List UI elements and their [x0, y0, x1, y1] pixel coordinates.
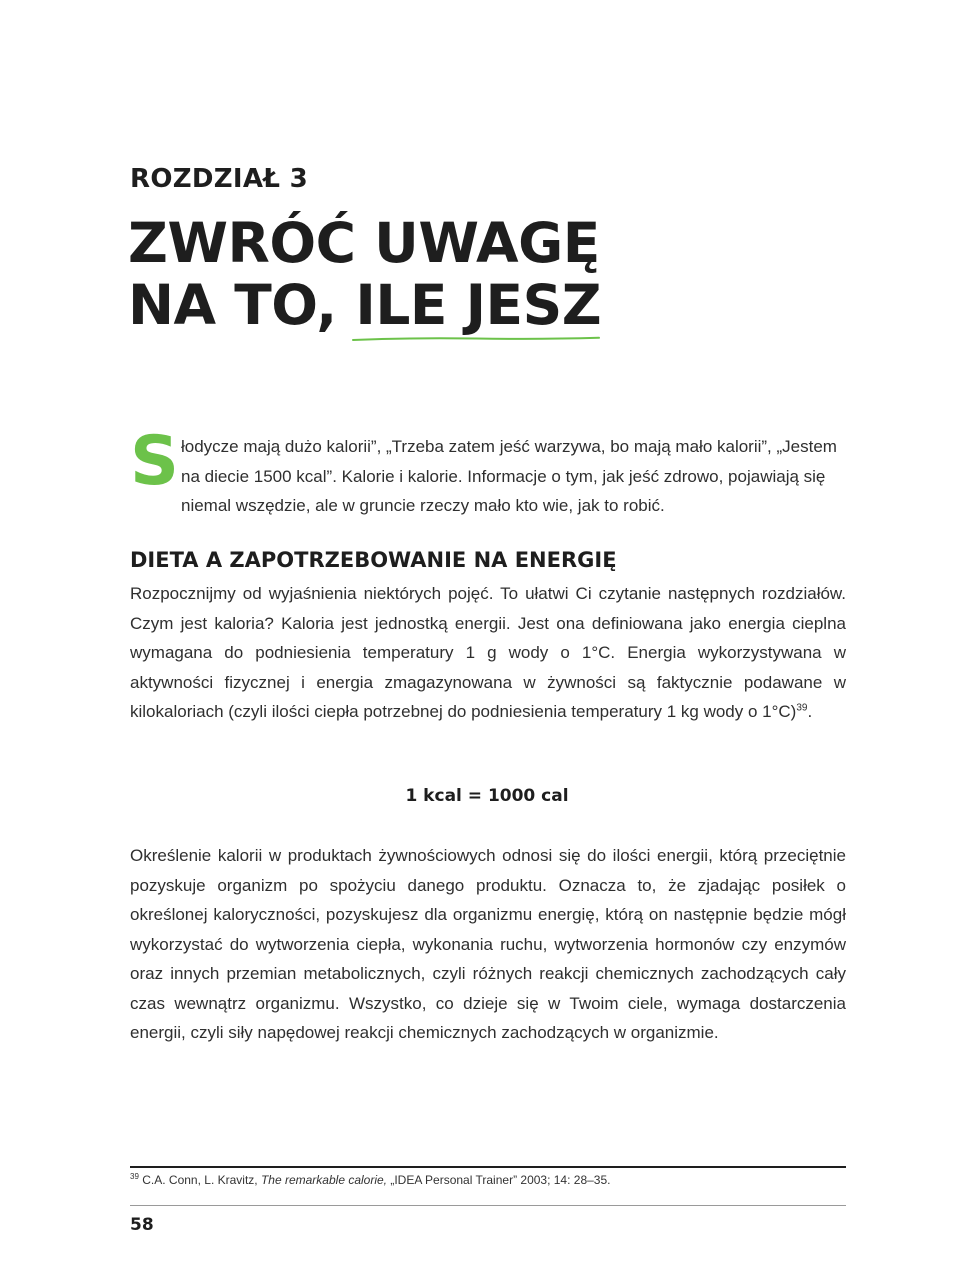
footnote-number: 39	[130, 1172, 139, 1181]
section-heading: DIETA A ZAPOTRZEBOWANIE NA ENERGIĘ	[130, 548, 617, 572]
paragraph-1-text: Rozpocznijmy od wyjaśnienia niektórych pojęć. To ułatwi Ci czytanie następnych rozdziałów. Czym jest kaloria? Kaloria jest jednostką energii. Jest ona definiowana jako energia cieplna wymagana do podniesienia temperatury 1 g wody o 1°C. Energia wykorzystywana w aktywności fizycznej i energia zmagazynowana w żywności są faktycznie podawane w kilokaloriach (czyli ilości ciepła potrzebnej do podniesienia temperatury 1 kg wody o 1°C)	[130, 584, 846, 721]
page-number: 58	[130, 1215, 154, 1235]
chapter-label: ROZDZIAŁ 3	[130, 164, 309, 194]
footnote-source: „IDEA Personal Trainer” 2003; 14: 28–35.	[387, 1173, 611, 1187]
title-highlight	[355, 274, 601, 336]
footnote-authors: C.A. Conn, L. Kravitz,	[138, 1173, 261, 1187]
underline-brush-stroke	[351, 334, 601, 344]
footnote-title: The remarkable calorie,	[260, 1173, 388, 1187]
title-line-2-prefix: NA TO,	[128, 273, 356, 337]
title-line-2	[128, 274, 601, 336]
page-divider	[130, 1205, 846, 1206]
title-highlight-text: ILE JESZ	[355, 273, 602, 337]
footnote	[130, 1172, 610, 1187]
body-paragraph-1	[130, 579, 846, 727]
intro-text: łodycze mają dużo kalorii”, „Trzeba zatem jeść warzywa, bo mają mało kalorii”, „Jestem na diecie 1500 kcal”. Kalorie i kalorie. Informacje o tym, jak jeść zdrowo, pojawiają się niemal wszędzie, ale w gruncie rzeczy mało kto wie, jak to robić.	[180, 437, 837, 515]
body-paragraph-2: Określenie kalorii w produktach żywnościowych odnosi się do ilości energii, którą przeciętnie pozyskuje organizm po spożyciu danego produktu. Oznacza to, że zjadając posiłek o określonej kaloryczności, pozyskujesz dla organizmu energię, którą on następnie będzie mógł wykorzystać do wytworzenia ciepła, wykonania ruchu, wytworzenia hormonów czy enzymów oraz innych przemian metabolicznych, czyli różnych reakcji chemicznych zachodzących cały czas wewnątrz organizmu. Wszystko, co dzieje się w Twoim ciele, wymaga dostarczenia energii, czyli siły napędowej reakcji chemicznych zachodzących w organizmie.	[130, 846, 846, 1042]
footnote-reference[interactable]: 39	[796, 702, 808, 714]
formula: 1 kcal = 1000 cal	[405, 786, 569, 806]
paragraph-1-end: .	[807, 702, 813, 721]
footnote-divider	[130, 1166, 846, 1168]
intro-paragraph	[130, 422, 846, 521]
drop-cap: S	[130, 422, 179, 501]
title-line-1: ZWRÓĆ UWAGĘ	[128, 211, 600, 275]
chapter-title	[128, 212, 601, 336]
